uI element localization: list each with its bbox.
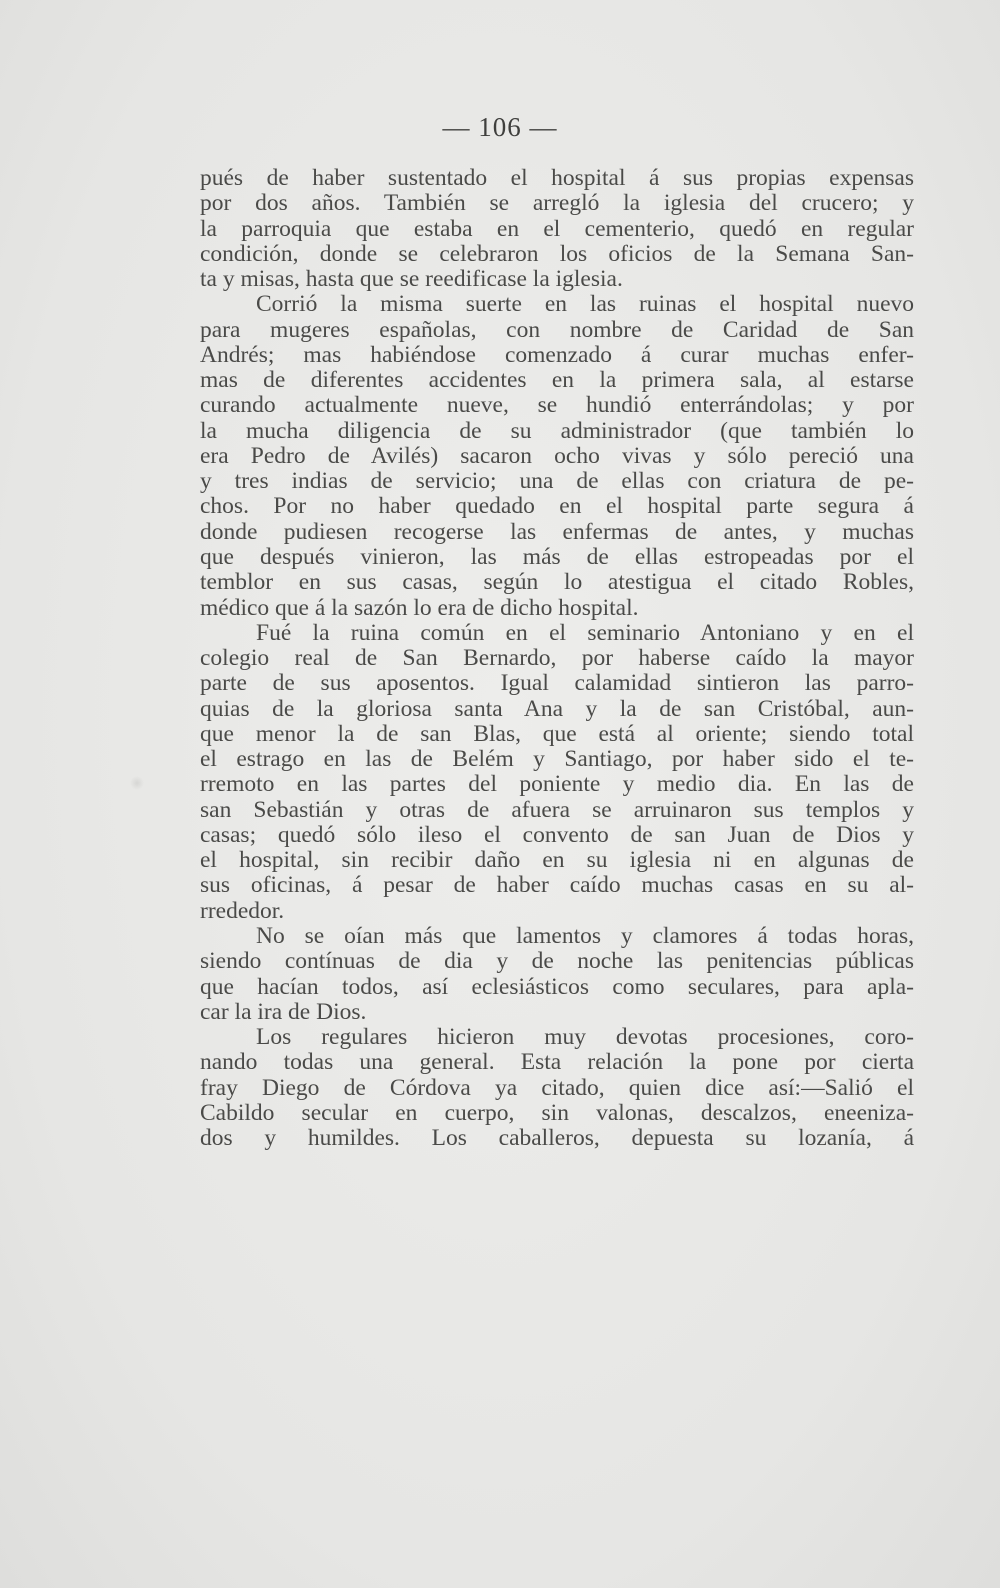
text-line: nando todas una general. Esta relación la pone por cierta (200, 1049, 914, 1076)
text-line: siendo contínuas de dia y de noche las penitencias públicas (200, 948, 914, 975)
text-line: mas de diferentes accidentes en la primera sala, al estarse (200, 367, 914, 394)
text-line: la parroquia que estaba en el cementerio, quedó en regular (200, 215, 914, 242)
text-line: médico que á la sazón lo era de dicho hospital. (200, 594, 639, 621)
text-line: fray Diego de Córdova ya citado, quien dice así:—Salió el (200, 1074, 914, 1101)
text-line: Fué la ruina común en el seminario Antoniano y en el (256, 619, 914, 646)
text-line: el estrago en las de Belém y Santiago, por haber sido el te- (200, 746, 914, 773)
text-line: ta y misas, hasta que se reedificase la iglesia. (200, 266, 623, 293)
text-line: colegio real de San Bernardo, por haberse caído la mayor (200, 645, 914, 672)
text-line: parte de sus aposentos. Igual calamidad sintieron las parro- (200, 670, 914, 697)
text-line: san Sebastián y otras de afuera se arruinaron sus templos y (200, 796, 914, 823)
text-line: casas; quedó sólo ileso el convento de san Juan de Dios y (200, 821, 914, 848)
text-line: que después vinieron, las más de ellas estropeadas por el (200, 543, 914, 570)
text-line: para mugeres españolas, con nombre de Caridad de San (200, 316, 914, 343)
text-line: y tres indias de servicio; una de ellas con criatura de pe- (200, 468, 914, 495)
text-line: donde pudiesen recogerse las enfermas de antes, y muchas (200, 518, 914, 545)
text-line: rremoto en las partes del poniente y medio dia. En las de (200, 771, 914, 798)
text-line: chos. Por no haber quedado en el hospital parte segura á (200, 493, 914, 520)
text-line: la mucha diligencia de su administrador (que también lo (200, 417, 914, 444)
text-line: pués de haber sustentado el hospital á sus propias expensas (200, 165, 914, 191)
text-line: curando actualmente nueve, se hundió enterrándolas; y por (200, 392, 914, 419)
text-line: quias de la gloriosa santa Ana y la de san Cristóbal, aun- (200, 695, 914, 722)
text-line: que hacían todos, así eclesiásticos como seculares, para apla- (200, 973, 914, 1000)
text-line: era Pedro de Avilés) sacaron ocho vivas y sólo pereció una (200, 442, 914, 469)
text-line: No se oían más que lamentos y clamores á todas horas, (256, 922, 914, 949)
text-line: que menor la de san Blas, que está al oriente; siendo total (200, 720, 914, 747)
text-line: Corrió la misma suerte en las ruinas el hospital nuevo (256, 291, 914, 318)
paper-stain (130, 776, 144, 790)
text-line: dos y humildes. Los caballeros, depuesta su lozanía, á (200, 1125, 914, 1152)
body-text (200, 166, 914, 1151)
text-line: Cabildo secular en cuerpo, sin valonas, descalzos, eneeniza- (200, 1099, 914, 1126)
text-line: Andrés; mas habiéndose comenzado á curar muchas enfer- (200, 341, 914, 368)
text-line: por dos años. También se arregló la iglesia del crucero; y (200, 190, 914, 217)
text-line: rrededor. (200, 897, 285, 924)
text-line: temblor en sus casas, según lo atestigua el citado Robles, (200, 569, 914, 596)
text-line: sus oficinas, á pesar de haber caído muchas casas en su al- (200, 872, 914, 899)
text-line: Los regulares hicieron muy devotas procesiones, coro- (256, 1024, 914, 1051)
text-line: el hospital, sin recibir daño en su iglesia ni en algunas de (200, 847, 914, 874)
text-line: car la ira de Dios. (200, 998, 367, 1025)
text-line: condición, donde se celebraron los oficios de la Semana San- (200, 240, 914, 267)
page-number: — 106 — (442, 112, 558, 142)
